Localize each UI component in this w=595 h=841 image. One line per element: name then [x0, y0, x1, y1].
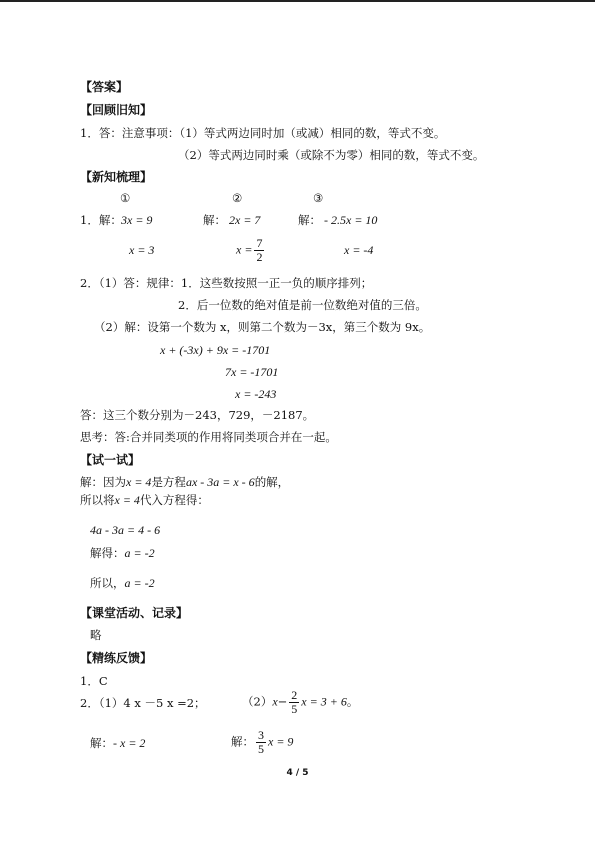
q1-solution-2-fraction [254, 237, 264, 264]
circle-label-1: ① [120, 191, 131, 205]
practice-1: 1．C [80, 674, 108, 688]
fraction-denominator: 5 [258, 742, 264, 756]
page-number: 4 / 5 [286, 768, 309, 778]
try-equation-2: a = -2 [124, 546, 155, 560]
try-line-1-a: 解：因为 [80, 475, 126, 489]
try-line-2 [80, 493, 209, 507]
practice-2-solution-1 [90, 736, 145, 750]
q2-equation-2: 7x = -1701 [225, 365, 279, 379]
try-line-1-eq2: ax - 3a = x - 6 [185, 475, 255, 489]
q1-solution-3: x = -4 [344, 243, 374, 257]
fraction-denominator: 5 [291, 702, 298, 716]
try-equation-3: a = -2 [124, 576, 155, 590]
try-line-2-a: 所以将 [80, 493, 115, 507]
section-new-knowledge: 【新知梳理】 [80, 170, 153, 184]
q2-line-2: 2．后一位数的绝对值是前一位数绝对值的三倍。 [178, 298, 427, 312]
q1-prefix: 1．解： [80, 213, 122, 227]
section-answer: 【答案】 [80, 80, 129, 94]
try-solve-label: 解得： [90, 546, 125, 560]
fraction-numerator: 7 [256, 236, 263, 250]
practice-2b-prefix: （2） [242, 694, 273, 709]
section-try: 【试一试】 [80, 453, 141, 467]
try-so-line [90, 576, 155, 590]
practice-2b [242, 689, 358, 719]
q2-equation-1: x + (-3x) + 9x = -1701 [160, 343, 271, 357]
q1-solution-1: x = 3 [129, 243, 155, 257]
practice-2-solution-2 [231, 729, 293, 759]
q1-equation-3: - 2.5x = 10 [324, 213, 378, 227]
review-line-2: （2）等式两边同时乘（或除不为零）相同的数，等式不变。 [178, 148, 485, 162]
try-line-1-eq: x = 4 [126, 475, 152, 489]
q2-equation-3: x = -243 [235, 387, 277, 401]
fraction-numerator: 3 [258, 728, 264, 742]
q1-solution-2 [236, 237, 266, 267]
q2-answer: 答：这三个数分别为－243，729，－2187。 [80, 408, 315, 422]
try-solve-line [90, 546, 155, 560]
think-line: 思考：答:合并同类项的作用将同类项合并在一起。 [80, 430, 337, 444]
section-practice: 【精练反馈】 [80, 651, 153, 665]
practice-2-solution-2-rest: x = 9 [268, 734, 294, 749]
circle-label-3: ③ [313, 191, 324, 205]
try-so-label: 所以， [90, 576, 125, 590]
section-review: 【回顾旧知】 [80, 103, 153, 117]
fraction-numerator: 2 [291, 688, 298, 702]
try-line-1 [80, 475, 289, 489]
practice-2-solution-2-fraction [256, 729, 266, 756]
q1-jie-3: 解： [298, 213, 321, 227]
practice-2-solution-2-prefix: 解： [231, 734, 254, 749]
try-equation-1: 4a - 3a = 4 - 6 [90, 523, 161, 537]
try-line-2-b: 代入方程得： [139, 493, 209, 507]
q1-equation-2: 2x = 7 [229, 213, 261, 227]
practice-2-solution-1-prefix: 解： [90, 736, 113, 750]
practice-2-solution-1-eq: - x = 2 [113, 736, 146, 750]
q2-line-3: （2）解：设第一个数为 x，则第二个数为－3x，第三个数为 9x。 [94, 320, 431, 334]
practice-2b-end: 。 [346, 694, 359, 709]
class-activity-text: 略 [90, 628, 102, 642]
q1-equation-1: 3x = 9 [121, 213, 153, 227]
try-line-1-b: 是方程 [151, 475, 186, 489]
practice-2a: 2．（1）4 x －5 x =2； [80, 696, 206, 710]
review-line-1: 1．答：注意事项：（1）等式两边同时加（或减）相同的数，等式不变。 [80, 126, 446, 140]
q2-line-1: 2．（1）答：规律：1．这些数按照一正一负的顺序排列； [80, 276, 373, 290]
q1-solution-2-left: x = [236, 242, 253, 257]
circle-label-2: ② [232, 191, 243, 205]
fraction-denominator: 2 [256, 250, 263, 264]
q1-jie-2: 解： [203, 213, 226, 227]
try-line-1-c: 的解， [254, 475, 290, 489]
practice-2b-fraction [289, 689, 299, 716]
top-rule [0, 0, 595, 2]
practice-2b-var: x [272, 694, 278, 709]
practice-2b-rest: x = 3 + 6 [301, 694, 347, 709]
practice-2b-minus: − [277, 694, 288, 709]
section-class-activity: 【课堂活动、记录】 [80, 606, 189, 620]
try-line-2-eq: x = 4 [114, 493, 140, 507]
